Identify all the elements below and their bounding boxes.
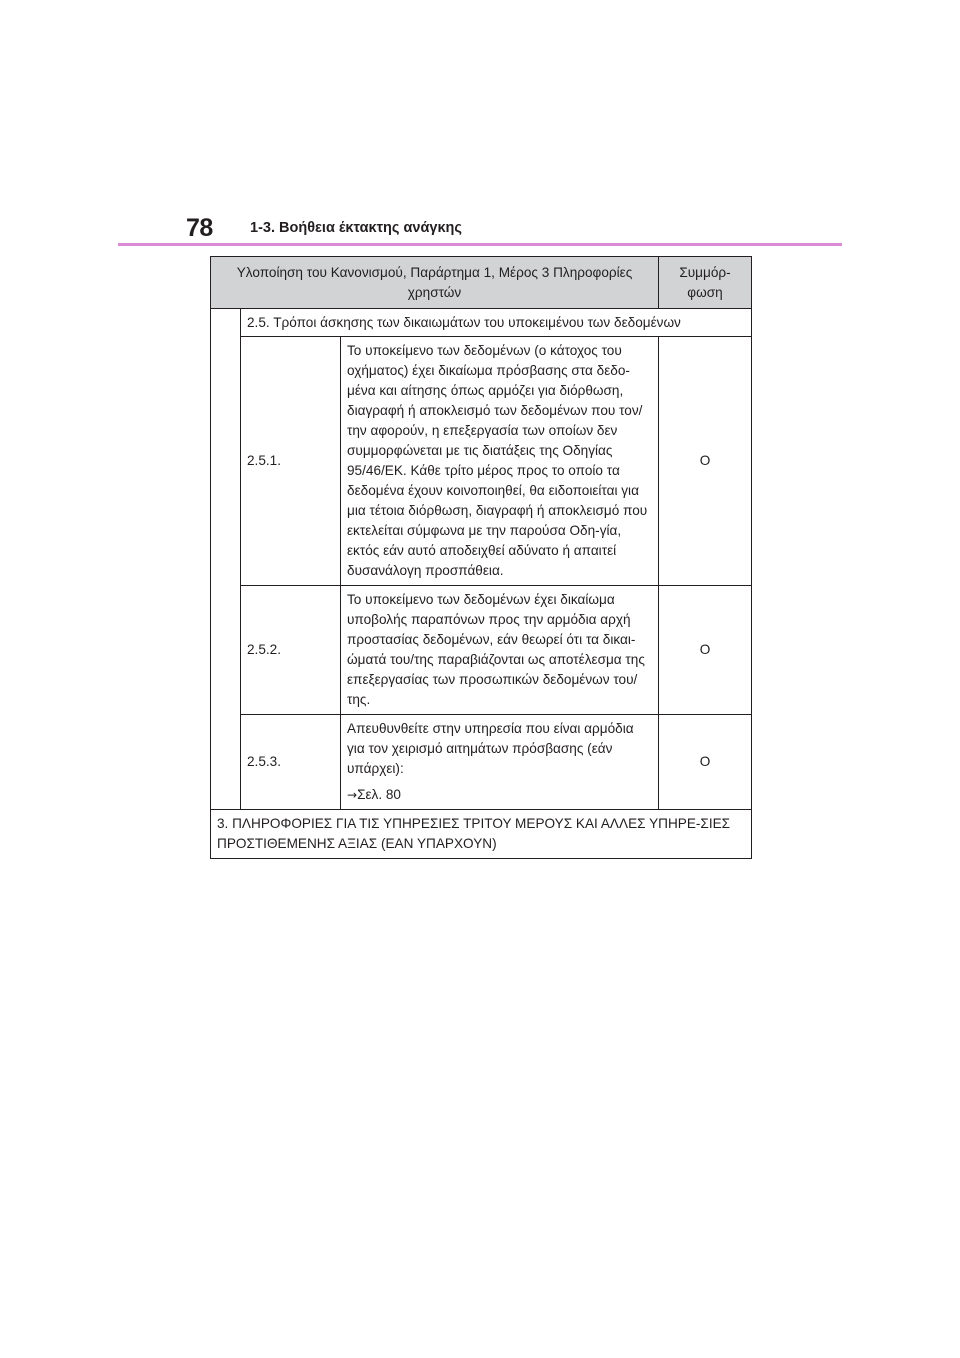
- row-compliance: O: [659, 586, 752, 715]
- table-row: [211, 337, 752, 586]
- page-reference-text: Σελ. 80: [357, 787, 401, 802]
- subheading-row: [211, 309, 752, 337]
- table-row: [211, 715, 752, 810]
- row-number: 2.5.2.: [241, 586, 341, 715]
- header-divider: [118, 243, 842, 246]
- row-compliance: O: [659, 337, 752, 586]
- header-compliance-cell: Συμμόρ-φωση: [659, 257, 752, 309]
- row-compliance: O: [659, 715, 752, 810]
- table-row: [211, 586, 752, 715]
- row-description: Απευθυνθείτε στην υπηρεσία που είναι αρμόδια για τον χειρισμό αιτημάτων πρόσβασης (εάν υπάρχει):: [347, 721, 634, 776]
- table-header-row: [211, 257, 752, 309]
- page-reference: [347, 785, 652, 805]
- row-description-cell: [341, 715, 659, 810]
- subheading-cell: 2.5. Τρόποι άσκησης των δικαιωμάτων του υποκειμένου των δεδομένων: [241, 309, 752, 337]
- arrow-right-icon: →: [347, 788, 358, 802]
- indent-cell: [211, 309, 241, 810]
- page-number: 78: [186, 214, 213, 242]
- row-description: Το υποκείμενο των δεδομένων (ο κάτοχος του οχήματος) έχει δικαίωμα πρόσβασης στα δεδο-μένα και αίτησης όπως αρμόζει για διόρθωση, διαγραφή ή αποκλεισμό των δεδομένων που τον/την αφορούν, η επεξεργασία των οποίων δεν συμμορφώνεται με τις διατάξεις της Οδηγίας 95/46/ΕΚ. Κάθε τρίτο μέρος προς το οποίο τα δεδομένα έχουν κοινοποιηθεί, θα ειδοποιείται για μια τέτοια διόρθωση, διαγραφή ή αποκλεισμό που εκτελείται σύμφωνα με την παρούσα Οδη-γία, εκτός εάν αυτό αποδειχθεί αδύνατο ή απαιτεί δυσανάλογη προσπάθεια.: [341, 337, 659, 586]
- footer-row: [211, 810, 752, 859]
- section-3-heading: 3. ΠΛΗΡΟΦΟΡΙΕΣ ΓΙΑ ΤΙΣ ΥΠΗΡΕΣΙΕΣ ΤΡΙΤΟΥ ΜΕΡΟΥΣ ΚΑΙ ΑΛΛΕΣ ΥΠΗΡΕ-ΣΙΕΣ ΠΡΟΣΤΙΘΕΜΕΝΗΣ ΑΞΙΑΣ (ΕΑΝ ΥΠΑΡΧΟΥΝ): [211, 810, 752, 859]
- row-number: 2.5.3.: [241, 715, 341, 810]
- header-description-cell: Υλοποίηση του Κανονισμού, Παράρτημα 1, Μέρος 3 Πληροφορίες χρηστών: [211, 257, 659, 309]
- row-number: 2.5.1.: [241, 337, 341, 586]
- section-title: 1-3. Βοήθεια έκτακτης ανάγκης: [250, 220, 462, 236]
- compliance-table: [210, 256, 752, 859]
- row-description: Το υποκείμενο των δεδομένων έχει δικαίωμα υποβολής παραπόνων προς την αρμόδια αρχή προστασίας δεδομένων, εάν θεωρεί ότι τα δικαι-ώματά του/της παραβιάζονται ως αποτέλεσμα της επεξεργασίας των προσωπικών δεδομένων του/της.: [341, 586, 659, 715]
